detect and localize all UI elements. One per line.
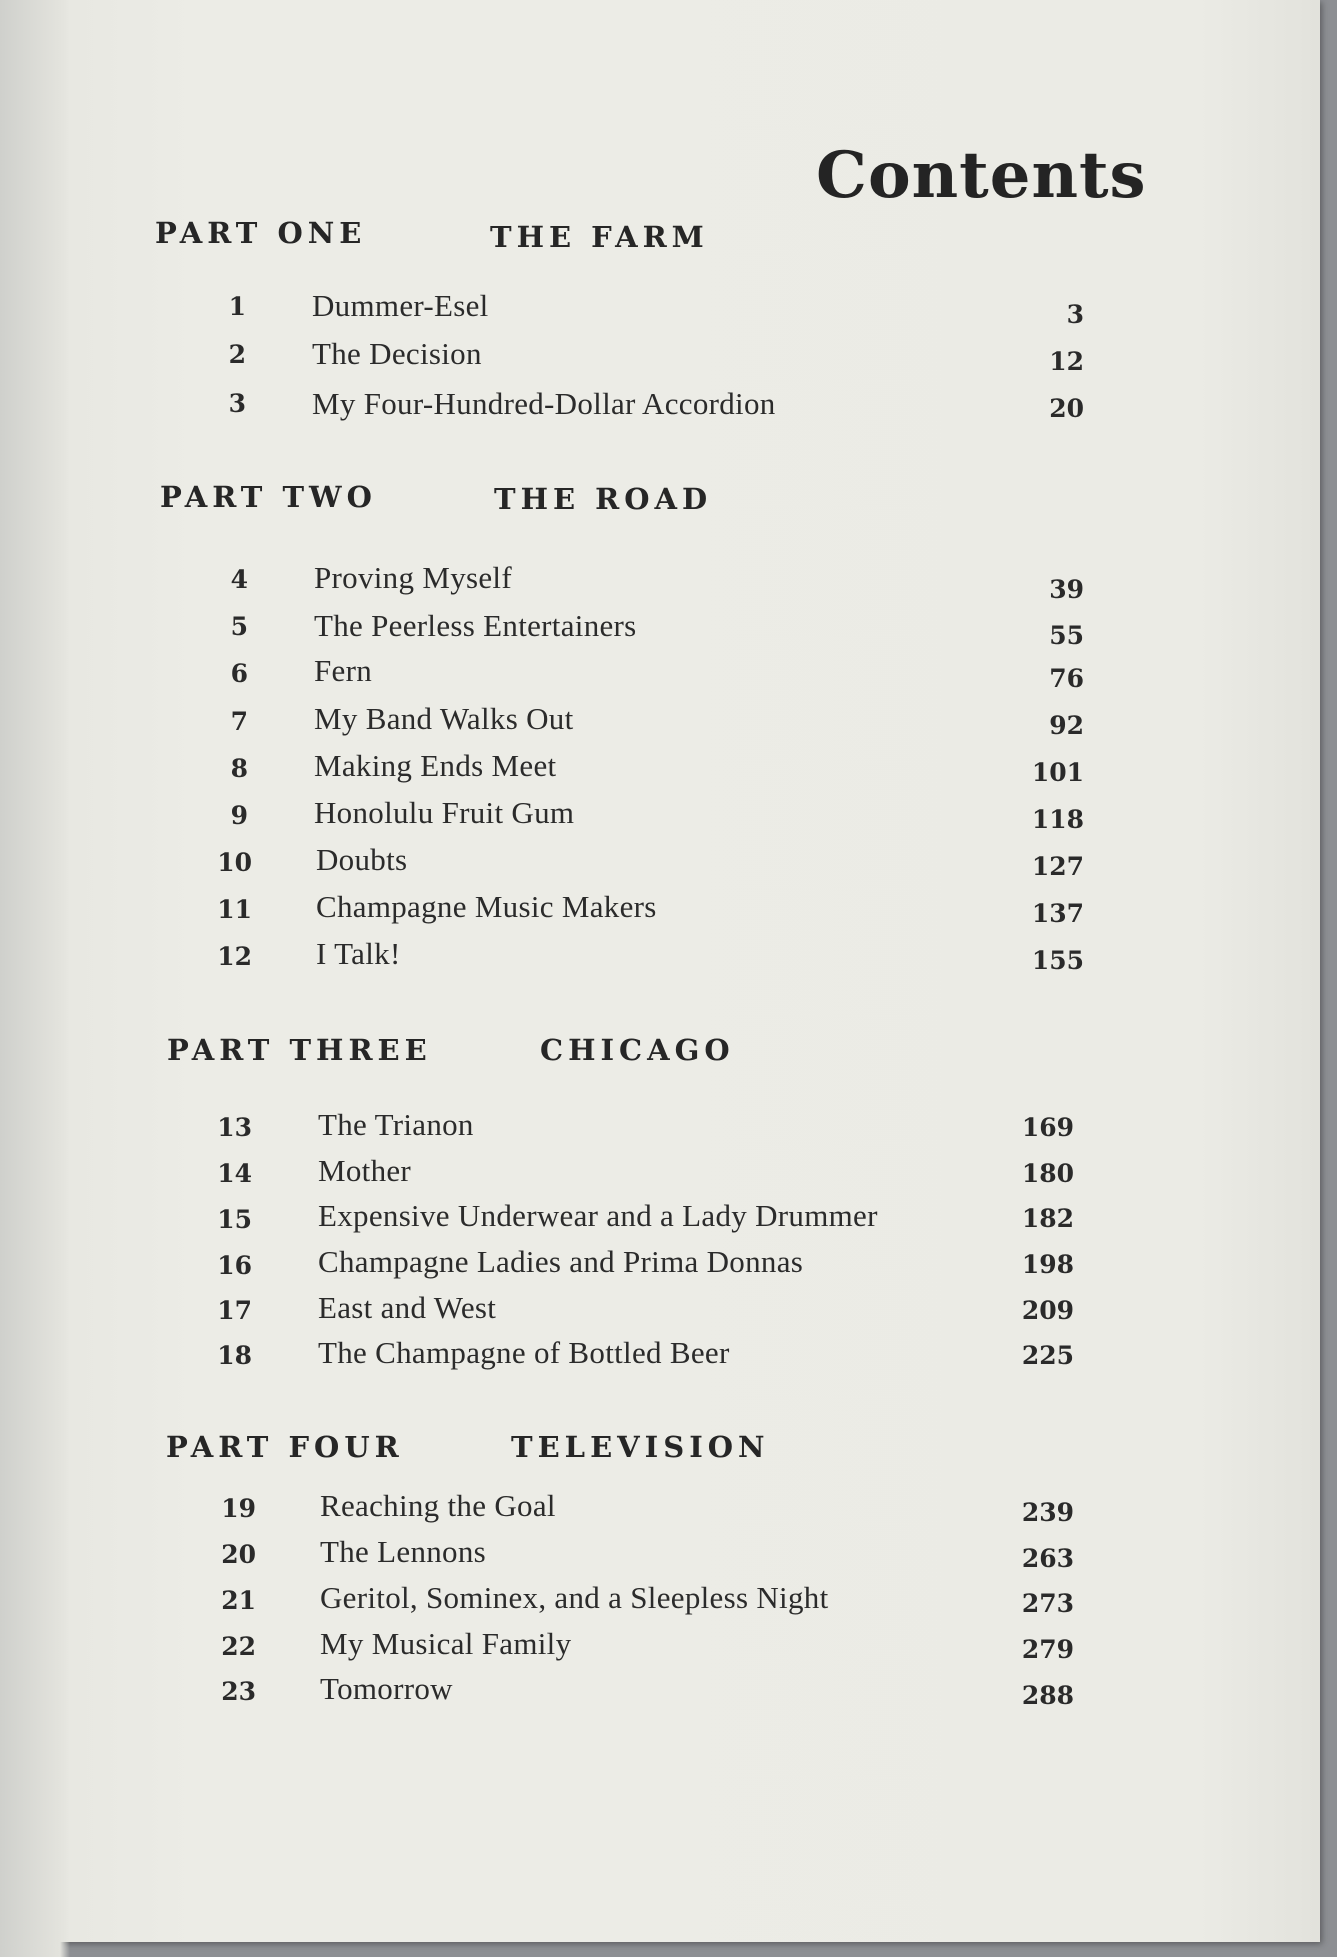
- chapter-number: 18: [217, 1341, 252, 1370]
- chapter-number: 11: [217, 895, 252, 924]
- chapter-title: East and West: [318, 1290, 497, 1325]
- chapter-number: 1: [228, 292, 246, 321]
- chapter-title: Making Ends Meet: [314, 748, 557, 783]
- part-name: TELEVISION: [511, 1430, 770, 1464]
- chapter-page: 239: [1021, 1498, 1074, 1527]
- chapter-page: 12: [1049, 347, 1084, 376]
- chapter-page: 180: [1021, 1159, 1074, 1188]
- chapter-number: 15: [217, 1205, 252, 1234]
- chapter-number: 23: [221, 1677, 256, 1706]
- chapter-number: 13: [217, 1113, 252, 1142]
- chapter-page: 273: [1021, 1589, 1074, 1618]
- chapter-title: My Band Walks Out: [314, 701, 574, 736]
- chapter-page: 279: [1021, 1635, 1074, 1664]
- chapter-page: 101: [1031, 758, 1084, 787]
- chapter-page: 55: [1049, 621, 1084, 650]
- part-label: PART THREE: [167, 1033, 432, 1067]
- chapter-number: 12: [217, 942, 252, 971]
- chapter-title: My Musical Family: [320, 1626, 572, 1661]
- chapter-title: Geritol, Sominex, and a Sleepless Night: [320, 1580, 829, 1615]
- chapter-page: 137: [1031, 899, 1084, 928]
- chapter-title: My Four-Hundred-Dollar Accordion: [312, 386, 776, 421]
- chapter-page: 20: [1049, 394, 1084, 423]
- chapter-number: 19: [221, 1494, 256, 1523]
- chapter-number: 17: [217, 1296, 252, 1325]
- chapter-title: Mother: [318, 1153, 412, 1188]
- chapter-title: Reaching the Goal: [320, 1488, 556, 1523]
- chapter-page: 225: [1021, 1341, 1074, 1370]
- page-gutter: [0, 0, 70, 1957]
- chapter-number: 20: [221, 1540, 256, 1569]
- chapter-page: 263: [1021, 1544, 1074, 1573]
- chapter-title: The Champagne of Bottled Beer: [318, 1335, 730, 1370]
- chapter-number: 9: [230, 801, 248, 830]
- page-title: Contents: [816, 138, 1147, 213]
- chapter-number: 16: [217, 1251, 252, 1280]
- chapter-page: 39: [1049, 575, 1084, 604]
- chapter-number: 14: [217, 1159, 252, 1188]
- chapter-title: The Trianon: [318, 1107, 474, 1142]
- chapter-page: 288: [1021, 1681, 1074, 1710]
- part-label: PART TWO: [160, 480, 377, 514]
- chapter-title: Champagne Ladies and Prima Donnas: [318, 1244, 804, 1279]
- chapter-title: The Decision: [312, 336, 482, 371]
- chapter-title: I Talk!: [316, 936, 401, 971]
- part-name: CHICAGO: [540, 1033, 735, 1067]
- chapter-number: 10: [217, 848, 252, 877]
- chapter-number: 7: [230, 707, 248, 736]
- chapter-title: The Peerless Entertainers: [314, 608, 637, 643]
- chapter-number: 3: [228, 389, 246, 418]
- chapter-number: 22: [221, 1632, 256, 1661]
- part-name: THE FARM: [490, 220, 709, 254]
- chapter-number: 21: [221, 1586, 256, 1615]
- part-label: PART FOUR: [166, 1430, 404, 1464]
- chapter-title: Fern: [314, 653, 373, 688]
- chapter-number: 4: [230, 565, 248, 594]
- chapter-page: 182: [1021, 1204, 1074, 1233]
- chapter-page: 169: [1021, 1113, 1074, 1142]
- chapter-number: 5: [230, 612, 248, 641]
- chapter-number: 2: [228, 340, 246, 369]
- chapter-title: Champagne Music Makers: [316, 889, 657, 924]
- chapter-number: 8: [230, 754, 248, 783]
- chapter-title: Expensive Underwear and a Lady Drummer: [318, 1198, 878, 1233]
- part-name: THE ROAD: [494, 482, 713, 516]
- part-label: PART ONE: [155, 216, 367, 250]
- chapter-title: Doubts: [316, 842, 408, 877]
- chapter-page: 198: [1021, 1250, 1074, 1279]
- chapter-page: 209: [1021, 1296, 1074, 1325]
- chapter-title: Dummer-Esel: [312, 288, 489, 323]
- chapter-title: Honolulu Fruit Gum: [314, 795, 575, 830]
- chapter-page: 76: [1049, 664, 1084, 693]
- chapter-title: Tomorrow: [320, 1671, 453, 1706]
- chapter-title: Proving Myself: [314, 560, 512, 595]
- chapter-page: 127: [1031, 852, 1084, 881]
- chapter-page: 92: [1049, 711, 1084, 740]
- chapter-page: 3: [1066, 300, 1084, 329]
- chapter-page: 118: [1031, 805, 1084, 834]
- chapter-number: 6: [230, 659, 248, 688]
- chapter-title: The Lennons: [320, 1534, 487, 1569]
- chapter-page: 155: [1031, 946, 1084, 975]
